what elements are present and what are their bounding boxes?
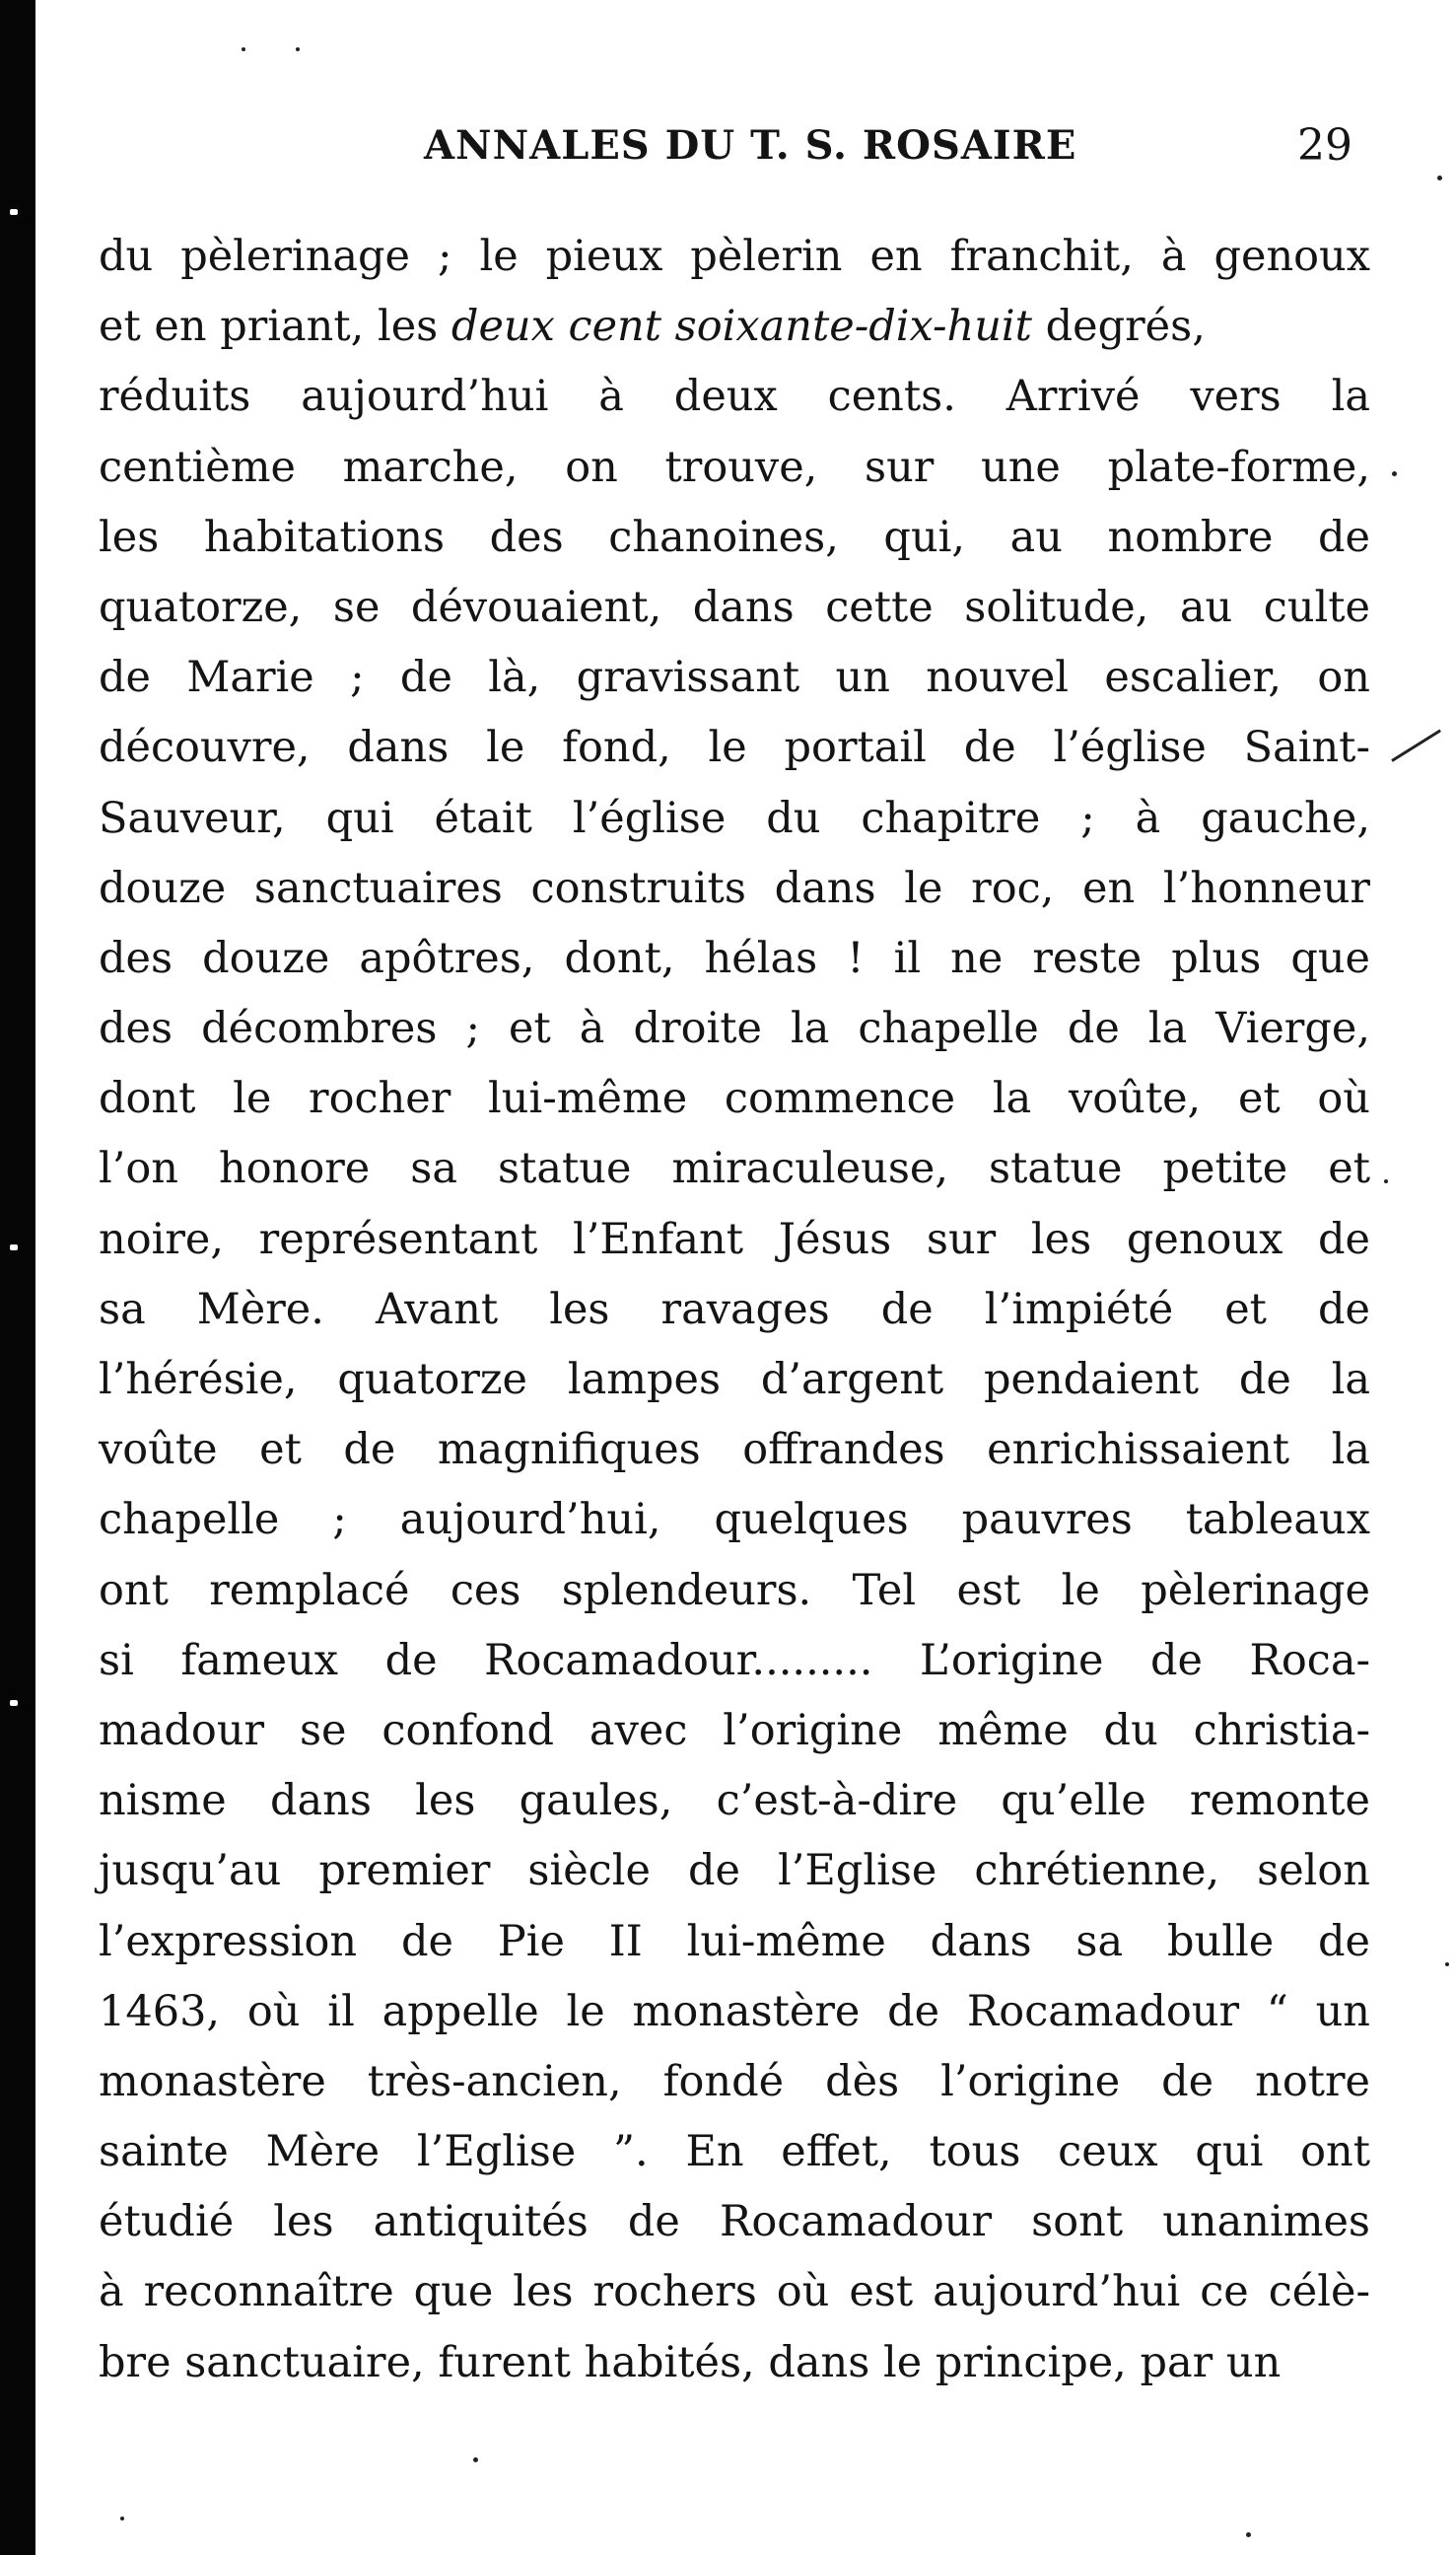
ink-speck [1384, 1179, 1388, 1183]
text-line-18: voûte et de magnifiques offrandes enrichissaient la [99, 1425, 1370, 1475]
body-text [99, 222, 1370, 2398]
text-line-25: l’expression de Pie II lui-même dans sa bulle de [99, 1916, 1370, 1966]
text-line-19: chapelle ; aujourd’hui, quelques pauvres tableaux [99, 1495, 1370, 1545]
text-line-24: jusqu’au premier siècle de l’Eglise chrétienne, selon [99, 1846, 1370, 1896]
binding-tick [10, 209, 18, 215]
text-line-20: ont remplacé ces splendeurs. Tel est le pèlerinage [99, 1565, 1370, 1615]
text-line-31: bre sanctuaire, furent habités, dans le principe, par un [99, 2337, 1282, 2387]
text-line-9: Sauveur, qui était l’église du chapitre ; à gauche, [99, 793, 1370, 843]
text-line-21: si fameux de Rocamadour......... L’origine de Roca- [99, 1635, 1370, 1685]
binding-edge [0, 0, 35, 2555]
text-line-5: les habitations des chanoines, qui, au nombre de [99, 512, 1370, 562]
text-line-29: étudié les antiquités de Rocamadour sont unanimes [99, 2197, 1370, 2247]
ink-speck [120, 2517, 124, 2520]
text-line-17: l’hérésie, quatorze lampes d’argent pendaient de la [99, 1355, 1370, 1404]
text-line-11: des douze apôtres, dont, hélas ! il ne reste plus que [99, 933, 1370, 983]
ink-speck [1445, 1962, 1449, 1966]
text-line-1: du pèlerinage ; le pieux pèlerin en franchit, à genoux [99, 232, 1370, 281]
ink-speck [242, 47, 245, 51]
ink-speck [1437, 176, 1442, 180]
italic-number-phrase: deux cent soixante-dix-huit [451, 302, 1032, 352]
text-line-2-start: et en priant, les [99, 302, 451, 352]
text-line-30: à reconnaître que les rochers où est aujourd’hui ce célè- [99, 2267, 1370, 2317]
text-line-23: nisme dans les gaules, c’est-à-dire qu’elle remonte [99, 1776, 1370, 1826]
text-line-2-end: degrés, [1031, 302, 1206, 352]
text-line-16: sa Mère. Avant les ravages de l’impiété et de [99, 1284, 1370, 1334]
text-line-12: des décombres ; et à droite la chapelle de la Vierge, [99, 1004, 1370, 1054]
ink-speck [1246, 2532, 1251, 2537]
text-line-8: découvre, dans le fond, le portail de l’église Saint- [99, 723, 1370, 773]
text-line-7: de Marie ; de là, gravissant un nouvel escalier, on [99, 653, 1370, 703]
text-line-22: madour se confond avec l’origine même du christia- [99, 1705, 1370, 1755]
text-line-14: l’on honore sa statue miraculeuse, statue petite et [99, 1144, 1370, 1194]
text-line-26: 1463, où il appelle le monastère de Rocamadour “ un [99, 1986, 1370, 2036]
binding-tick [10, 1244, 18, 1250]
binding-tick [10, 1700, 18, 1706]
text-line-15: noire, représentant l’Enfant Jésus sur les genoux de [99, 1214, 1370, 1264]
ink-speck [296, 47, 300, 51]
running-title: ANNALES DU T. S. ROSAIRE [424, 122, 1077, 169]
text-line-2 [99, 292, 1370, 362]
ink-speck [473, 2457, 478, 2462]
text-line-28: sainte Mère l’Eglise ”. En effet, tous ceux qui ont [99, 2127, 1370, 2177]
margin-stroke-mark [1391, 729, 1441, 761]
text-line-13: dont le rocher lui-même commence la voûte, et où [99, 1074, 1370, 1124]
ink-speck [1392, 471, 1397, 476]
page-number: 29 [1297, 120, 1352, 171]
text-line-10: douze sanctuaires construits dans le roc, en l’honneur [99, 863, 1370, 913]
text-line-6: quatorze, se dévouaient, dans cette solitude, au culte [99, 582, 1370, 632]
text-line-27: monastère très-ancien, fondé dès l’origine de notre [99, 2056, 1370, 2106]
running-head [0, 116, 1456, 176]
text-line-4: centième marche, on trouve, sur une plate-forme, [99, 442, 1370, 492]
text-line-3: réduits aujourd’hui à deux cents. Arrivé vers la [99, 372, 1370, 422]
